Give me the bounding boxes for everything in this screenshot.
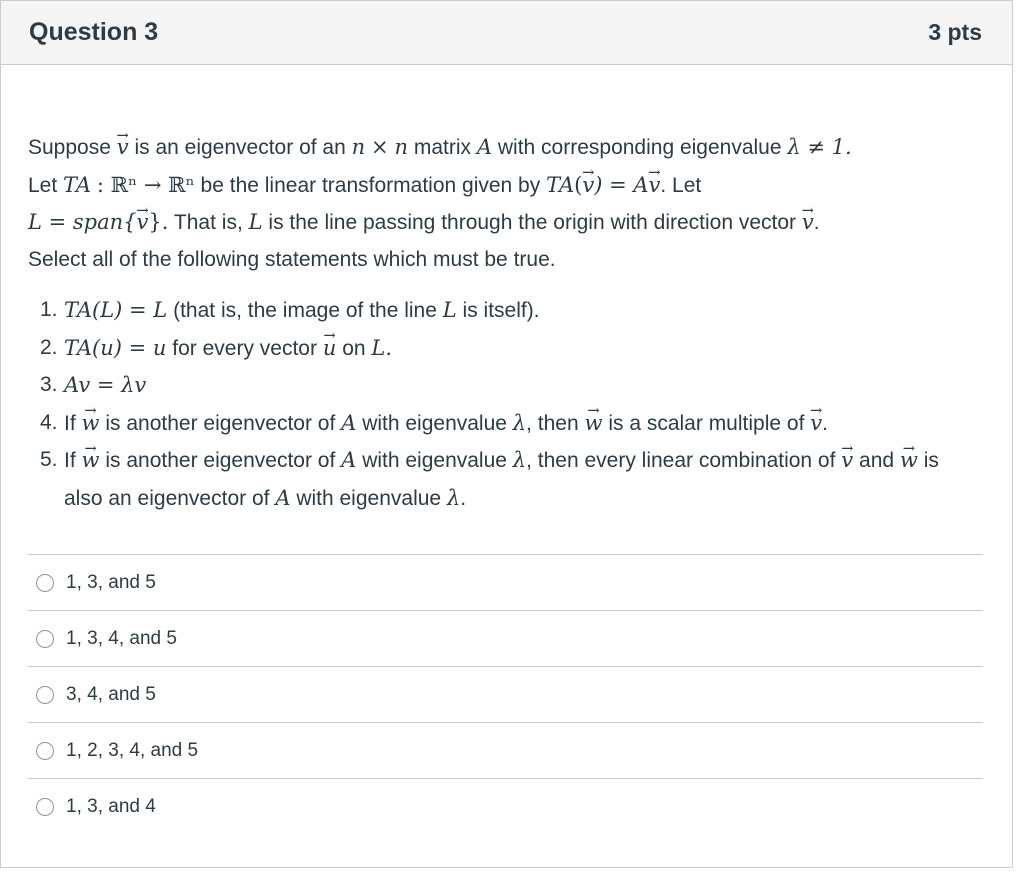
radio-button[interactable]: [36, 742, 54, 760]
prompt-text: Let: [28, 173, 58, 197]
prompt-text: .: [813, 211, 820, 234]
vector-w: → w: [82, 405, 100, 442]
vector-u: → u: [323, 330, 337, 367]
statement-number: 2.: [40, 335, 58, 359]
statement-text: for every vector: [172, 336, 317, 360]
statement-text: is another eigenvector of: [105, 449, 336, 472]
math-lambda: λ: [512, 448, 527, 472]
answer-label: 3, 4, and 5: [66, 683, 156, 705]
answer-option[interactable]: [28, 610, 983, 666]
math-TA: TA: [546, 172, 575, 197]
statement-text: If: [64, 449, 76, 472]
prompt-text: with corresponding eigenvalue: [497, 136, 782, 159]
statement-text: is also an eigenvector of: [64, 449, 939, 510]
prompt-text: . Let: [660, 173, 702, 197]
statement-item: [40, 367, 991, 405]
radio-button[interactable]: [36, 686, 54, 704]
math-A: A: [275, 485, 291, 510]
statement-math: TA(L) = L: [64, 298, 168, 322]
math-lambda: λ: [446, 485, 461, 510]
prompt-text: Suppose: [28, 136, 111, 159]
answer-option[interactable]: [28, 666, 983, 722]
vector-v: → v: [582, 167, 594, 204]
radio-button[interactable]: [36, 630, 54, 648]
math-L: L.: [371, 335, 393, 360]
radio-button[interactable]: [36, 574, 54, 592]
vector-w: → w: [900, 442, 918, 479]
statement-text: , then: [526, 411, 579, 435]
math-A: A: [341, 410, 357, 435]
answer-label: 1, 3, 4, and 5: [66, 627, 177, 649]
vector-w: → w: [585, 405, 603, 442]
math-A: A: [341, 448, 357, 472]
math-L: L: [248, 210, 263, 234]
question-title: Question 3: [29, 18, 159, 46]
question-body: [1, 65, 991, 517]
statement-text: (that is, the image of the line: [173, 299, 437, 322]
answer-label: 1, 3, and 4: [66, 795, 156, 817]
vector-v: → v: [649, 167, 661, 204]
question-header: [1, 1, 1012, 65]
statement-number: 5.: [40, 448, 58, 471]
statement-math: Av = λv: [64, 373, 147, 397]
prompt-text: be the linear transformation given by: [200, 173, 541, 197]
question-points: 3 pts: [928, 19, 982, 45]
statement-text: , then every linear combination of: [526, 449, 836, 472]
statement-text: is a scalar multiple of: [608, 411, 805, 435]
vector-v: → v: [802, 204, 814, 241]
statement-text: .: [822, 411, 828, 435]
statement-item: [40, 442, 991, 517]
math-lambda-neq-1: λ ≠ 1.: [787, 135, 852, 159]
statement-item: [40, 292, 991, 330]
math-A: A: [476, 135, 493, 159]
answer-option[interactable]: [28, 778, 983, 834]
math-lambda: λ: [512, 410, 527, 435]
vector-v: → v: [810, 405, 822, 442]
radio-button[interactable]: [36, 798, 54, 816]
statement-text: is another eigenvector of: [105, 411, 336, 435]
prompt-text: That is,: [173, 211, 243, 234]
math-L-span: L = span{: [28, 210, 137, 234]
answer-label: 1, 3, and 5: [66, 571, 156, 593]
statement-item: [40, 330, 991, 368]
statement-text: .: [460, 486, 467, 510]
statement-number: 4.: [40, 410, 58, 434]
statement-text: If: [64, 411, 76, 435]
statement-text: with eigenvalue: [296, 486, 442, 510]
prompt-text: matrix: [413, 136, 471, 159]
math-TA: TA: [63, 172, 92, 197]
vector-v: → v: [137, 204, 149, 241]
math-n: n: [394, 135, 408, 159]
vector-v: → v: [117, 129, 129, 166]
vector-v: → v: [841, 442, 853, 479]
statement-text: on: [342, 336, 366, 360]
statement-math: TA(u) = u: [64, 335, 167, 360]
math-map: : ℝⁿ → ℝⁿ: [96, 172, 195, 197]
math-paren: (: [574, 172, 583, 197]
prompt-text: Select all of the following statements which must be true.: [28, 247, 556, 271]
statement-number: 3.: [40, 373, 58, 396]
answer-option[interactable]: [28, 554, 983, 610]
statement-text: and: [859, 449, 895, 472]
math-L: L: [442, 298, 457, 322]
vector-w: → w: [82, 442, 100, 479]
statement-text: with eigenvalue: [362, 449, 507, 472]
statement-text: is itself).: [462, 299, 540, 322]
answer-list: [28, 554, 983, 834]
answer-option[interactable]: [28, 722, 983, 778]
math-brace: }.: [148, 210, 169, 234]
math-eq-Av: ) = A: [594, 172, 649, 197]
question-prompt: [28, 129, 991, 278]
prompt-text: is the line passing through the origin with direction vector: [268, 211, 797, 234]
prompt-text: is an eigenvector of an: [134, 136, 346, 159]
math-times: ×: [371, 135, 389, 159]
statement-number: 1.: [40, 298, 58, 321]
math-n: n: [351, 135, 366, 159]
answer-label: 1, 2, 3, 4, and 5: [66, 739, 199, 761]
statement-list: [40, 292, 991, 517]
statement-text: with eigenvalue: [362, 411, 507, 435]
